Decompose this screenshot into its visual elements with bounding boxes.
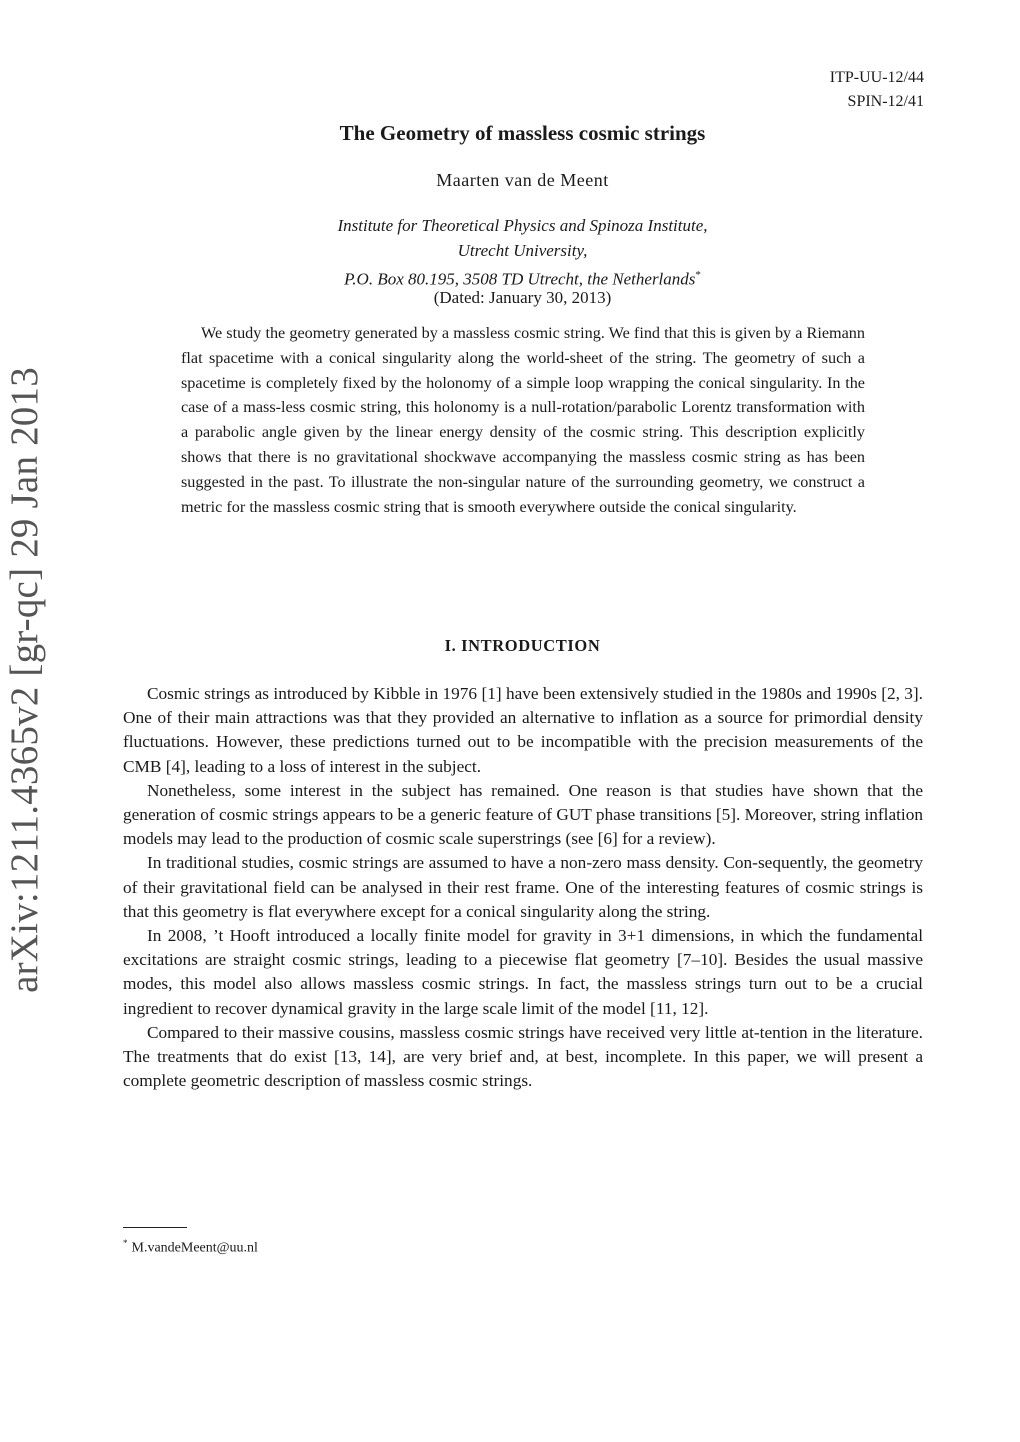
footnote [123,1238,258,1257]
affiliation-line-1: Institute for Theoretical Physics and Spinoza Institute, [337,216,708,235]
abstract: We study the geometry generated by a massless cosmic string. We find that this is given by a Riemann flat spacetime with a conical singularity along the world-sheet of the string. The geometry of such a spacetime is completely fixed by the holonomy of a simple loop wrapping the conical singularity. In the case of a mass-less cosmic string, this holonomy is a null-rotation/parabolic Lorentz transformation with a parabolic angle given by the linear energy density of the cosmic string. This description explicitly shows that there is no gravitational shockwave accompanying the massless cosmic string as has been suggested in the past. To illustrate the non-singular nature of the surrounding geometry, we construct a metric for the massless cosmic string that is smooth everywhere outside the conical singularity. [181,324,865,516]
paper-title: The Geometry of massless cosmic strings [339,121,706,145]
intro-paragraph-1: Cosmic strings as introduced by Kibble in 1976 [1] have been extensively studied in the 1980s and 1990s [2, 3]. One of their main attractions was that they provided an alternative to inflation as a source for primordial density fluctuations. However, these predictions turned out to be incompatible with the precision measurements of the CMB [4], leading to a loss of interest in the subject. [123,684,923,776]
intro-paragraph-2: Nonetheless, some interest in the subject has remained. One reason is that studies have shown that the generation of cosmic strings appears to be a generic feature of GUT phase transitions [5]. Moreover, string inflation models may lead to the production of cosmic scale superstrings (see [6] for a review). [123,780,923,849]
arxiv-identifier-stamp: arXiv:1211.4365v2 [gr-qc] 29 Jan 2013 [3,367,46,993]
intro-paragraph-4: In 2008, ’t Hooft introduced a locally finite model for gravity in 3+1 dimensions, in which the fundamental excitations are straight cosmic strings, leading to a piecewise flat geometry [7–10]. Besides the usual massive modes, this model also allows massless cosmic strings. In fact, the massless strings turn out to be a crucial ingredient to recover dynamical gravity in the large scale limit of the model [11, 12]. [123,926,923,1018]
section-heading-introduction: I. INTRODUCTION [444,636,601,655]
affiliation-line-2: Utrecht University, [457,240,588,260]
footnote-marker: * [695,269,701,281]
author-email[interactable]: M.vandeMeent@uu.nl [131,1240,258,1256]
introduction-body [123,682,923,1093]
report-numbers [830,66,924,114]
footnote-marker-ref: * [123,1238,128,1248]
intro-paragraph-3: In traditional studies, cosmic strings are assumed to have a non-zero mass density. Con-sequently, the geometry of their gravitational field can be analysed in their rest frame. One of the interesting features of cosmic strings is that this geometry is flat everywhere except for a conical singularity along the string. [123,853,923,921]
report-number-itp: ITP-UU-12/44 [829,69,924,86]
report-number-spin: SPIN-12/41 [847,93,924,110]
author-name: Maarten van de Meent [436,170,609,190]
affiliation-line-3: P.O. Box 80.195, 3508 TD Utrecht, the Netherlands* [344,269,701,289]
footnote-rule [123,1227,187,1228]
intro-paragraph-5: Compared to their massive cousins, massless cosmic strings have received very little at-tention in the literature. The treatments that do exist [13, 14], are very brief and, at best, incomplete. In this paper, we will present a complete geometric description of massless cosmic strings. [123,1022,923,1091]
affiliation [0,214,1020,292]
date-line: (Dated: January 30, 2013) [433,288,612,307]
